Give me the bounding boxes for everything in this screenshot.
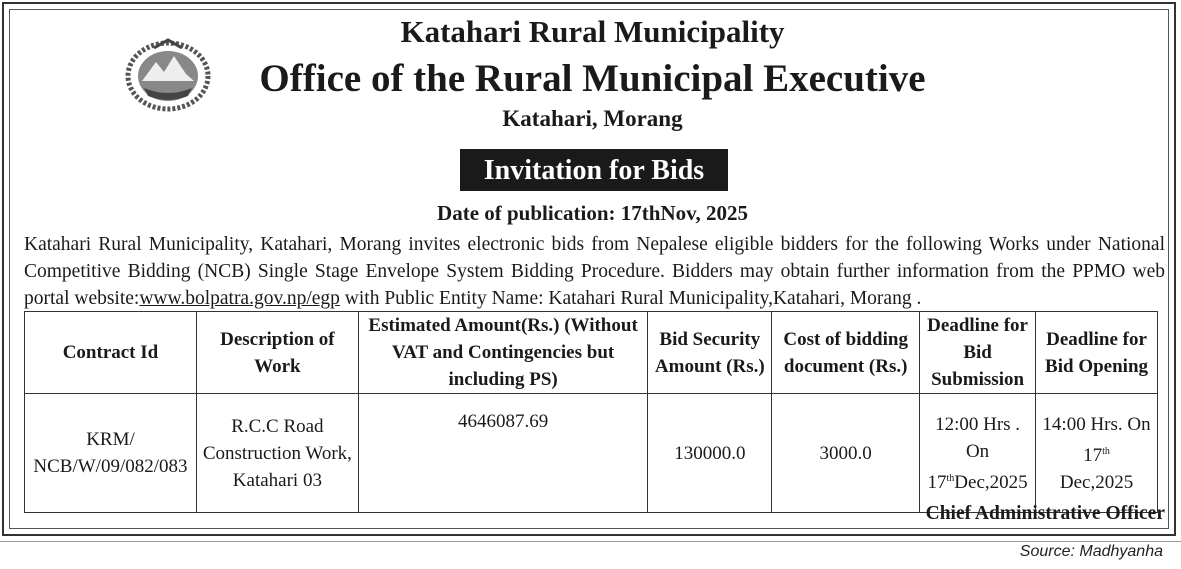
location: Katahari, Morang (502, 106, 683, 131)
signature: Chief Administrative Officer (925, 503, 1165, 524)
work-description: R.C.C Road Construction Work, Katahari 03 (196, 394, 358, 513)
ppmo-link[interactable]: www.bolpatra.gov.np/egp (139, 288, 340, 309)
doc-cost: 3000.0 (772, 394, 920, 513)
submission-deadline (920, 394, 1036, 513)
opening-deadline (1036, 394, 1158, 513)
col-header: Deadline for Bid Opening (1036, 312, 1158, 394)
municipality-name: Katahari Rural Municipality (400, 14, 785, 49)
col-header: Cost of bidding document (Rs.) (772, 312, 920, 394)
body-text: portal website: (24, 288, 140, 309)
opening-time: 14:00 Hrs. On 17 (1042, 413, 1151, 466)
ordinal: th (946, 472, 955, 484)
body-line: Competitive Bidding (NCB) Single Stage Envelope System Bidding Procedure. Bidders may obtain further information from the PPMO web (24, 261, 1165, 282)
table-header-row (25, 312, 1158, 394)
col-header: Bid Security Amount (Rs.) (648, 312, 772, 394)
body-line: Katahari Rural Municipality, Katahari, Morang invites electronic bids from Nepalese eligible bidders for the following Works under National (24, 234, 1165, 255)
office-name: Office of the Rural Municipal Executive (259, 57, 926, 100)
submission-day: 17 (927, 471, 947, 493)
body-text: with Public Entity Name: Katahari Rural Municipality,Katahari, Morang . (339, 288, 922, 309)
opening-date: Dec,2025 (1059, 471, 1134, 493)
bid-security: 130000.0 (648, 394, 772, 513)
body-line (24, 285, 1165, 312)
bids-table (24, 311, 1158, 513)
submission-time: 12:00 Hrs . On (935, 413, 1021, 462)
submission-date: Dec,2025 (954, 471, 1028, 493)
contract-id: KRM/ NCB/W/09/082/083 (25, 394, 197, 513)
col-header: Deadline for Bid Submission (920, 312, 1036, 394)
source-credit: Source: Madhyanha (1019, 543, 1163, 560)
col-header: Description of Work (196, 312, 358, 394)
col-header: Contract Id (25, 312, 197, 394)
publication-date: Date of publication: 17thNov, 2025 (437, 201, 748, 225)
divider (0, 541, 1181, 542)
estimated-amount: 4646087.69 (358, 394, 648, 513)
notice-body (24, 231, 1165, 312)
notice-title: Invitation for Bids (460, 149, 728, 191)
col-header: Estimated Amount(Rs.) (Without VAT and Contingencies but including PS) (358, 312, 648, 394)
ordinal: th (1102, 445, 1110, 457)
table-row (25, 394, 1158, 513)
